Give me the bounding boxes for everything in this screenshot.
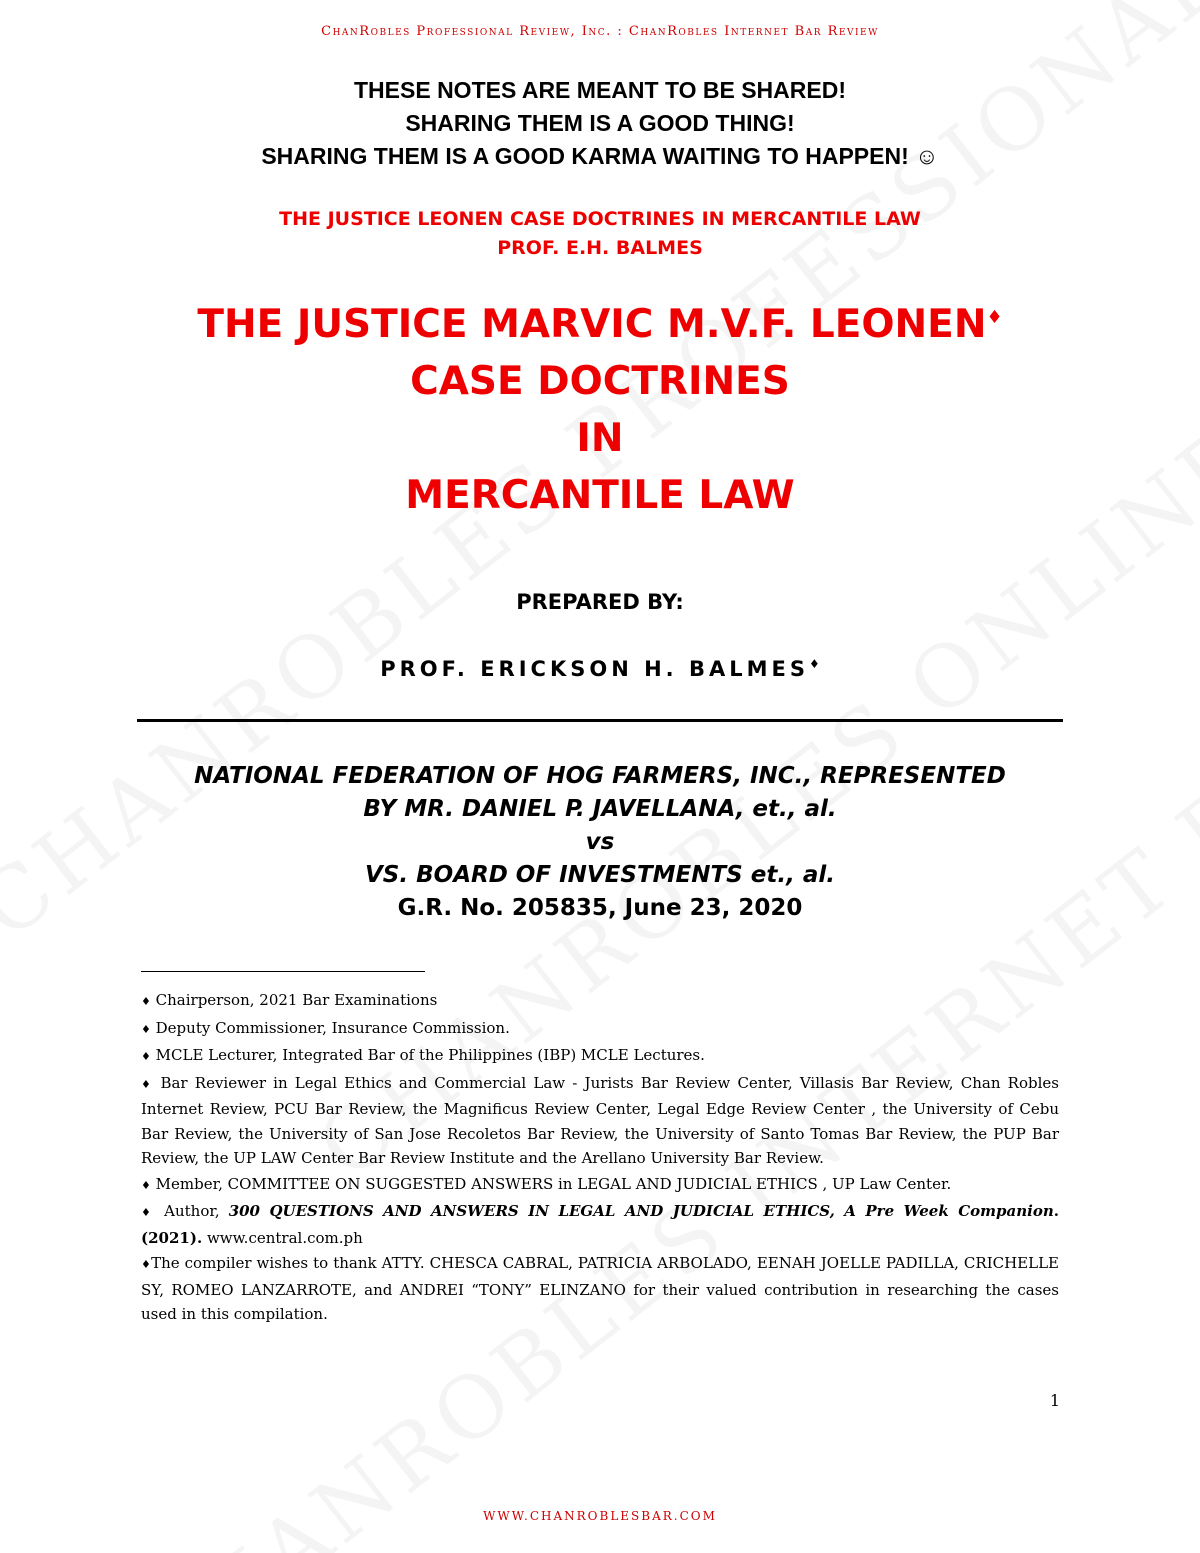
footnote-text: Deputy Commissioner, Insurance Commission.	[155, 1018, 510, 1037]
footnote-marker: ♦	[141, 1050, 151, 1063]
footnotes	[141, 988, 1059, 1328]
book-title: 300 QUESTIONS AND ANSWERS IN LEGAL AND JUDICIAL ETHICS, A Pre Week Companion	[228, 1202, 1054, 1220]
footnote-marker: ♦	[141, 1022, 151, 1036]
footer-url: WWW.CHANROBLESBAR.COM	[483, 1509, 717, 1523]
footnote-text: Bar Reviewer in Legal Ethics and Commercial Law - Jurists Bar Review Center, Villasis Bar Review, Chan Robles Internet Review, PCU Bar Review, the Magnificus Review Center, Legal Edge Review Center , the University of Cebu Bar Review, the University of San Jose Recoletos Bar Review, the University of Santo Tomas Bar Review, the PUP Bar Review, the UP LAW Center Bar Review Institute and the Arellano University Bar Review.	[141, 1073, 1059, 1167]
footnote	[141, 1016, 1059, 1043]
footnote-marker: ♦	[141, 995, 151, 1008]
footnote-marker: ♦	[141, 1178, 151, 1192]
footnote-marker: ♦	[808, 657, 820, 671]
footnote-marker: ♦	[141, 1077, 154, 1091]
case-gr-number: G.R. No. 205835, June 23, 2020	[397, 895, 803, 921]
footnote	[141, 1172, 1059, 1199]
book-year: . (2021).	[141, 1202, 1059, 1247]
footnote	[141, 1043, 1059, 1070]
case-line-1: NATIONAL FEDERATION OF HOG FARMERS, INC., REPRESENTED	[194, 763, 1006, 789]
page-number: 1	[1049, 1391, 1060, 1410]
footnote-marker: ♦	[986, 307, 1003, 328]
case-title	[0, 760, 1200, 925]
author-name-text: PROF. ERICKSON H. BALMES	[380, 657, 809, 681]
share-note-line-1: THESE NOTES ARE MEANT TO BE SHARED!	[354, 77, 846, 103]
case-line-2: BY MR. DANIEL P. JAVELLANA, et., al.	[363, 796, 837, 822]
watermark-line-3	[120, 406, 1200, 1553]
title-line-4: MERCANTILE LAW	[405, 473, 795, 518]
horizontal-rule	[137, 719, 1063, 722]
footnote	[141, 1251, 1059, 1327]
book-url: www.central.com.ph	[202, 1228, 363, 1247]
footnote-text: Author,	[164, 1202, 229, 1220]
share-notes	[0, 74, 1200, 173]
subtitle-line-2: PROF. E.H. BALMES	[497, 237, 703, 259]
prepared-by-label: PREPARED BY:	[516, 590, 684, 614]
footnote-marker: ♦	[141, 1206, 156, 1219]
footnote-text: Member, COMMITTEE ON SUGGESTED ANSWERS in LEGAL AND JUDICIAL ETHICS , UP Law Center.	[155, 1174, 952, 1193]
title-line-1-text: THE JUSTICE MARVIC M.V.F. LEONEN	[197, 302, 987, 347]
footnote	[141, 1071, 1059, 1171]
author-name	[0, 657, 1200, 681]
footnote	[141, 988, 1059, 1015]
title-line-2: CASE DOCTRINES	[410, 359, 790, 404]
running-head: ChanRobles Professional Review, Inc. : ChanRobles Internet Bar Review	[321, 24, 879, 39]
footnote-text: The compiler wishes to thank ATTY. CHESCA CABRAL, PATRICIA ARBOLADO, EENAH JOELLE PADILLA, CRICHELLE SY, ROMEO LANZARROTE, and ANDREI “TONY” ELINZANO for their valued contribution in researching the cases used in this compilation.	[141, 1254, 1059, 1323]
subtitle	[0, 205, 1200, 263]
footnote-text: MCLE Lecturer, Integrated Bar of the Philippines (IBP) MCLE Lectures.	[155, 1046, 705, 1064]
footnote-separator	[141, 971, 425, 972]
footnote-marker: ♦	[141, 1258, 152, 1271]
case-vs: vs	[585, 829, 615, 855]
footnote	[141, 1199, 1059, 1250]
title-line-1	[0, 296, 1200, 353]
document-title	[0, 296, 1200, 524]
footnote-text: Chairperson, 2021 Bar Examinations	[155, 991, 438, 1009]
share-note-line-3: SHARING THEM IS A GOOD KARMA WAITING TO HAPPEN! ☺	[261, 143, 939, 169]
title-line-3: IN	[576, 416, 624, 461]
share-note-line-2: SHARING THEM IS A GOOD THING!	[405, 110, 795, 136]
case-line-3: VS. BOARD OF INVESTMENTS et., al.	[365, 862, 835, 888]
subtitle-line-1: THE JUSTICE LEONEN CASE DOCTRINES IN MERCANTILE LAW	[279, 208, 921, 230]
